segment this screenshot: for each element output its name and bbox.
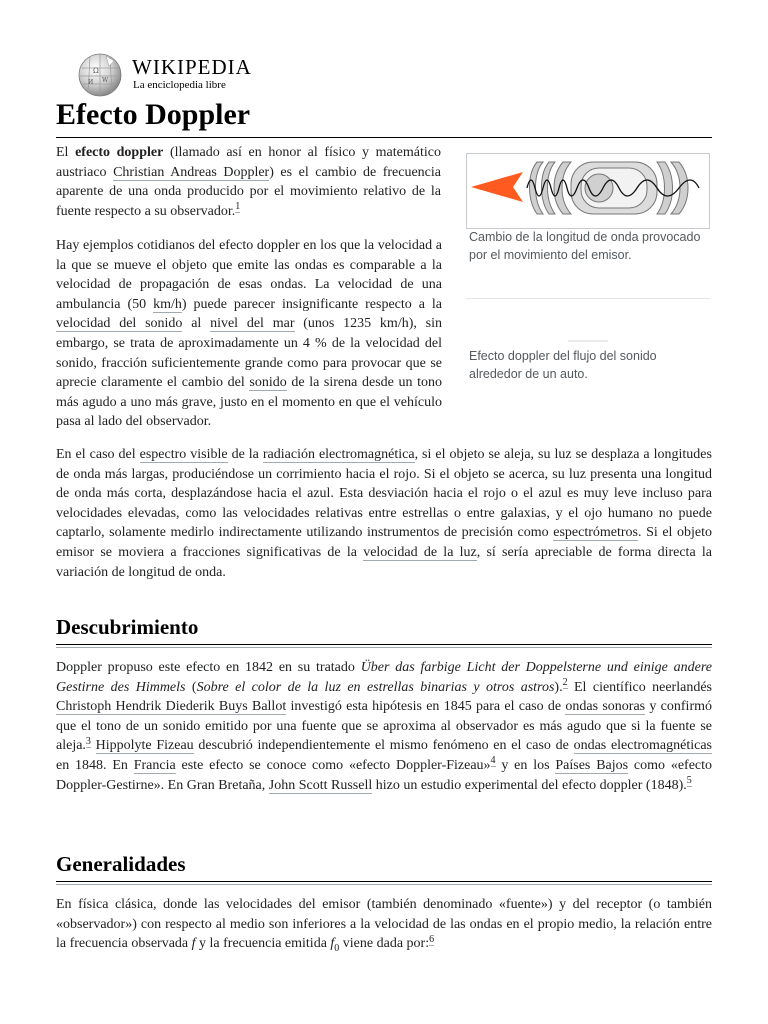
wikipedia-globe-icon bbox=[76, 52, 124, 98]
section-heading-generalidades: Generalidades bbox=[56, 852, 186, 876]
ref-6[interactable]: 6 bbox=[429, 933, 435, 945]
doppler-wave-figure[interactable] bbox=[466, 153, 710, 229]
link-velocidad-luz[interactable]: velocidad de la luz bbox=[363, 544, 477, 560]
text: descubrió independientemente el mismo fenómeno en el caso de bbox=[193, 738, 574, 754]
ref-3[interactable]: 3 bbox=[85, 735, 91, 747]
link-kmh[interactable]: km/h bbox=[153, 296, 182, 312]
link-fizeau[interactable]: Hippolyte Fizeau bbox=[95, 738, 194, 754]
text bbox=[91, 738, 96, 753]
var-f0-subscript: 0 bbox=[334, 942, 340, 954]
link-ondas-sonoras[interactable]: ondas sonoras bbox=[565, 699, 646, 715]
link-john-scott-russell[interactable]: John Scott Russell bbox=[268, 777, 373, 793]
text: , sí sería apreciable de forma directa la variación de longitud de onda. bbox=[56, 544, 712, 580]
intro-paragraph-1 bbox=[56, 143, 441, 221]
svg-text:W: W bbox=[102, 77, 109, 84]
term-bold: efecto doppler bbox=[75, 145, 164, 160]
wikipedia-tagline: La enciclopedia libre bbox=[133, 79, 226, 91]
text: viene dada por: bbox=[339, 936, 430, 952]
treatise-title: Über das farbige Licht der Doppelsterne und einige andere Gestirne des Himmels bbox=[56, 660, 712, 695]
var-f0: f bbox=[330, 936, 335, 952]
ref-1[interactable]: 1 bbox=[235, 201, 241, 213]
text: El científico neerlandés bbox=[567, 679, 712, 695]
wikipedia-logo[interactable] bbox=[76, 52, 276, 100]
section-divider-thin bbox=[56, 647, 712, 648]
text: (llamado así en honor al físico y matemático austriaco bbox=[56, 145, 441, 180]
page-title: Efecto Doppler bbox=[56, 98, 251, 131]
ref-5[interactable]: 5 bbox=[686, 774, 692, 786]
link-ondas-electromagneticas[interactable]: ondas electromagnéticas bbox=[573, 738, 713, 754]
text: de la bbox=[227, 447, 263, 462]
svg-text:Ω: Ω bbox=[93, 67, 99, 75]
section-divider bbox=[56, 881, 712, 882]
text: , si el objeto se aleja, su luz se desplaza a longitudes de onda más largas, produciéndose un corrimiento hacia el rojo. Si el objeto se acerca, su luz presenta una longitud de onda más corta, desplazándose hacia el azul. Esta desviación hacia el rojo o el azul es muy leve incluso para velocidades elevadas, como las velocidades relativas entre estrellas o entre galaxias, y el ojo humano no puede captarlo, solamente medirlo indirectamente utilizando instrumentos de precisión como bbox=[56, 447, 712, 541]
text: investigó esta hipótesis en 1845 para el caso de bbox=[286, 699, 566, 715]
ref-2[interactable]: 2 bbox=[562, 676, 568, 688]
link-buys-ballot[interactable]: Christoph Hendrik Diederik Buys Ballot bbox=[56, 699, 287, 715]
text: y en los bbox=[495, 757, 556, 773]
section-divider bbox=[56, 644, 712, 645]
intro-paragraph-2 bbox=[56, 236, 712, 432]
section-divider-thin bbox=[56, 884, 712, 885]
link-velocidad-sonido[interactable]: velocidad del sonido bbox=[56, 316, 183, 332]
text: y la frecuencia emitida bbox=[195, 936, 331, 952]
generalidades-paragraph bbox=[56, 895, 712, 959]
text: En el caso del bbox=[56, 447, 140, 462]
text: ) puede parecer insignificante respecto a la bbox=[181, 296, 442, 312]
text: al bbox=[182, 316, 211, 332]
text: Hay ejemplos cotidianos del efecto doppler en los que la velocidad a la que se mueve el objeto que emite las ondas es comparable a la velocidad de propagación de esas ondas. La velocidad de una ambulancia (50 bbox=[56, 238, 442, 312]
link-nivel-mar[interactable]: nivel del mar bbox=[210, 316, 295, 332]
wikipedia-wordmark: WIKIPEDIA bbox=[132, 55, 252, 79]
treatise-translation: Sobre el color de la luz en estrellas binarias y otros astros bbox=[196, 679, 555, 695]
text: ) es el cambio de frecuencia aparente de una onda producido por el movimiento relativo de la fuente respecto a su observador. bbox=[56, 164, 441, 219]
text: ). bbox=[554, 679, 563, 695]
section-heading-descubrimiento: Descubrimiento bbox=[56, 615, 199, 639]
link-christian-doppler[interactable]: Christian Andreas Doppler bbox=[113, 164, 270, 180]
text: . Si el objeto emisor se moviera a fracciones significativas de la bbox=[56, 525, 712, 560]
text: este efecto se conoce como «efecto Doppler-Fizeau» bbox=[175, 757, 491, 773]
link-espectro-visible[interactable]: espectro visible bbox=[139, 447, 228, 462]
link-francia[interactable]: Francia bbox=[133, 757, 176, 773]
svg-text:И: И bbox=[88, 79, 94, 86]
float-spacer bbox=[442, 236, 712, 412]
text: de la sirena desde un tono más agudo a uno más grave, justo en el momento en que el vehículo pasa al lado del observador. bbox=[56, 375, 442, 430]
link-radiacion-electromagnetica[interactable]: radiación electromagnética bbox=[262, 447, 415, 462]
descubrimiento-paragraph bbox=[56, 658, 712, 795]
ref-4[interactable]: 4 bbox=[490, 755, 496, 767]
var-f: f bbox=[191, 936, 196, 952]
text: El bbox=[56, 145, 76, 160]
doppler-wave-image bbox=[467, 154, 709, 228]
text: como «efecto Doppler-Gestirne». En Gran Bretaña, bbox=[56, 757, 713, 793]
link-paises-bajos[interactable]: Países Bajos bbox=[555, 757, 629, 773]
emitter-arrow-shape bbox=[471, 172, 523, 202]
title-divider bbox=[56, 137, 712, 138]
figure-caption-1: Cambio de la longitud de onda provocado por el movimiento del emisor. bbox=[469, 230, 701, 262]
link-sonido[interactable]: sonido bbox=[249, 375, 287, 391]
text: Doppler propuso este efecto en 1842 en su tratado bbox=[56, 660, 361, 675]
link-espectrometros[interactable]: espectrómetros bbox=[553, 525, 638, 541]
figure-caption-2: Efecto doppler del flujo del sonido alrededor de un auto. bbox=[469, 349, 657, 381]
text: en 1848. En bbox=[56, 757, 134, 773]
text: ( bbox=[185, 679, 197, 695]
text: hizo un estudio experimental del efecto doppler (1848). bbox=[372, 777, 687, 793]
text: (unos 1235 km/h), sin embargo, se trata de aproximadamente un 4 % de la velocidad del sonido, fracción suficientemente grande como para provocar que se aprecie claramente el cambio del bbox=[56, 316, 442, 391]
text: y confirmó que el tono de un sonido emitido por una fuente que se aproxima al observador es más agudo que si la fuente se aleja. bbox=[56, 699, 713, 754]
text: En física clásica, donde las velocidades del emisor (también denominado «fuente») y del receptor (o también «observador») con respecto al medio son inferiores a la velocidad de las ondas en el propio medio, la relación entre la frecuencia observada bbox=[56, 897, 712, 952]
intro-paragraph-3 bbox=[56, 445, 712, 582]
